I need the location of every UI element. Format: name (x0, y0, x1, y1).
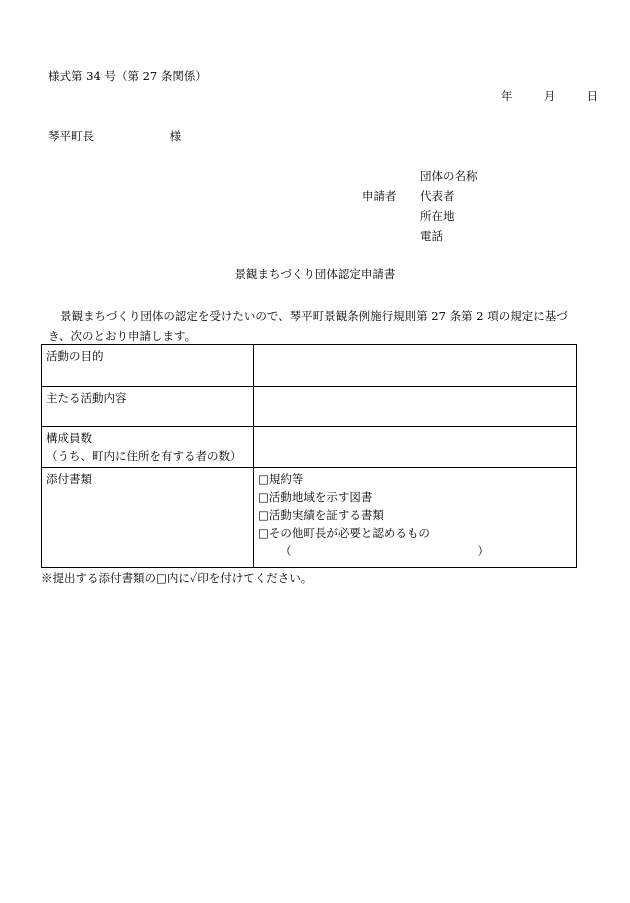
date-day: 日 (586, 89, 599, 103)
date-year: 年 (501, 89, 513, 103)
date-month: 月 (543, 89, 556, 103)
members-label: 構成員数 (46, 431, 92, 445)
document-title: 景観まちづくり団体認定申請書 (234, 267, 396, 281)
body-text (48, 306, 588, 346)
paren-open: （ (280, 544, 292, 558)
members-sublabel: （うち、町内に住所を有する者の数） (46, 449, 242, 463)
date-line (501, 88, 598, 104)
addressee (48, 128, 181, 144)
applicant-field-phone: 電話 (420, 229, 443, 243)
other-specify-field[interactable] (258, 542, 572, 560)
row-label-purpose: 活動の目的 (42, 345, 254, 387)
paren-close: ） (477, 544, 489, 558)
addressee-name: 琴平町長 (48, 129, 94, 143)
addressee-honorific: 様 (169, 129, 182, 143)
row-label-members (42, 427, 254, 468)
table-row (42, 345, 577, 387)
table-row (42, 468, 577, 568)
table-row (42, 427, 577, 468)
attachment-checkbox-rules[interactable]: □規約等 (258, 472, 304, 486)
row-value-purpose[interactable] (254, 345, 577, 387)
footnote: ※提出する添付書類の□内に✓印を付けてください。 (41, 571, 313, 585)
row-value-activities[interactable] (254, 387, 577, 427)
attachment-checkbox-area-map[interactable]: □活動地域を示す図書 (258, 490, 373, 504)
row-value-attachments (254, 468, 577, 568)
applicant-field-address: 所在地 (420, 209, 455, 223)
body-paragraph: 景観まちづくり団体の認定を受けたいので、琴平町景観条例施行規則第 27 条第 2 項の規定に基づき、次のとおり申請します。 (48, 309, 568, 343)
applicant-field-name: 団体の名称 (420, 169, 478, 183)
row-label-attachments: 添付書類 (42, 468, 254, 568)
application-table (41, 344, 577, 568)
row-value-members[interactable] (254, 427, 577, 468)
applicant-label: 申請者 (362, 189, 397, 203)
table-row (42, 387, 577, 427)
applicant-field-representative: 代表者 (420, 189, 455, 203)
attachment-checkbox-other[interactable]: □その他町長が必要と認めるもの (258, 526, 430, 540)
row-label-activities: 主たる活動内容 (42, 387, 254, 427)
form-number: 様式第 34 号（第 27 条関係） (48, 69, 207, 83)
attachment-checkbox-activity-record[interactable]: □活動実績を証する書類 (258, 508, 384, 522)
